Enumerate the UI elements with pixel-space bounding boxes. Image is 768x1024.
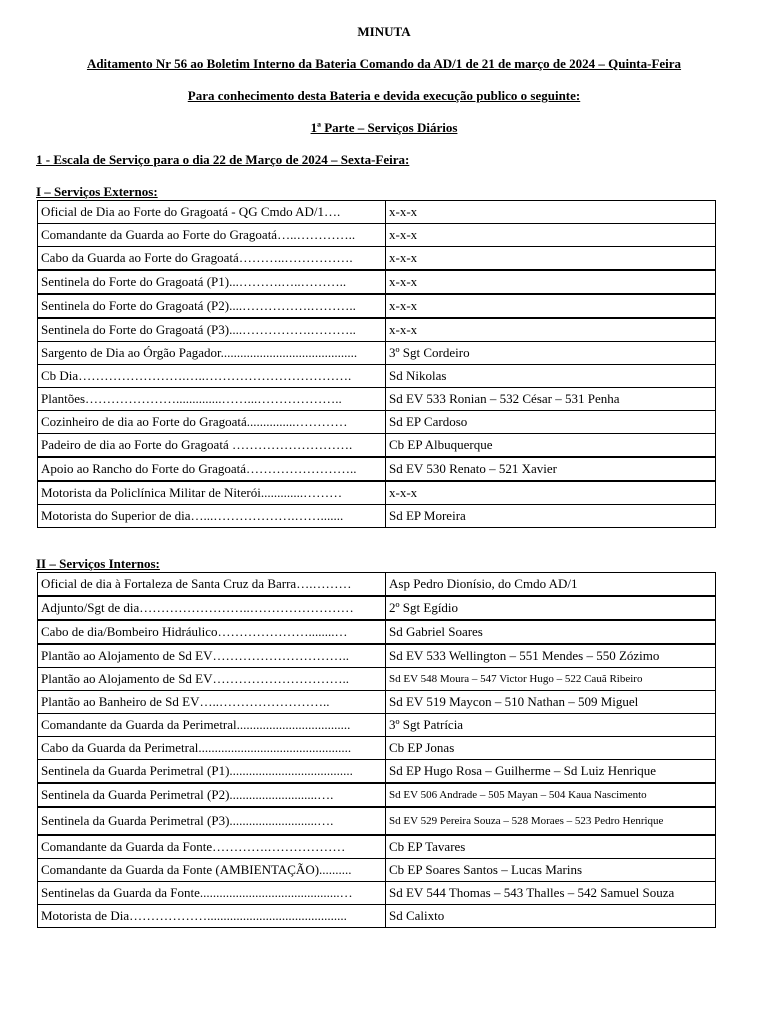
assignee-cell: Sd Nikolas (386, 365, 716, 388)
assignee-cell: Sd EP Moreira (386, 505, 716, 528)
assignee-cell: Sd EV 530 Renato – 521 Xavier (386, 457, 716, 481)
aditamento-heading: Aditamento Nr 56 ao Boletim Interno da Bateria Comando da AD/1 de 21 de março de 2024 – Quinta-Feira (86, 56, 682, 71)
assignee-cell: 2º Sgt Egídio (386, 596, 716, 620)
table-row (38, 905, 716, 928)
table-row (38, 247, 716, 271)
document-title: MINUTA (357, 24, 411, 39)
table-row (38, 783, 716, 807)
table-row (38, 760, 716, 784)
duty-cell: Adjunto/Sgt de dia……………………..…………………… (38, 596, 386, 620)
table-row (38, 505, 716, 528)
assignee-cell: Sd EV 533 Ronian – 532 César – 531 Penha (386, 388, 716, 411)
table-row (38, 691, 716, 714)
duty-cell: Comandante da Guarda da Fonte………….……………… (38, 835, 386, 859)
assignee-cell: Cb EP Jonas (386, 737, 716, 760)
table-row (38, 411, 716, 434)
table-row (38, 573, 716, 597)
table-row (38, 201, 716, 224)
assignee-cell: Sd Gabriel Soares (386, 620, 716, 644)
assignee-cell: Sd EV 529 Pereira Souza – 528 Moraes – 523 Pedro Henrique (386, 807, 716, 835)
assignee-cell: Asp Pedro Dionísio, do Cmdo AD/1 (386, 573, 716, 597)
duty-cell: Comandante da Guarda ao Forte do Gragoatá…..………….. (38, 224, 386, 247)
duty-cell: Apoio ao Rancho do Forte do Gragoatá…………………….. (38, 457, 386, 481)
conhecimento-heading: Para conhecimento desta Bateria e devida execução publico o seguinte: (187, 88, 581, 103)
duty-cell: Padeiro de dia ao Forte do Gragoatá ………………………. (38, 434, 386, 458)
assignee-cell: x-x-x (386, 318, 716, 342)
assignee-cell: Sd Calixto (386, 905, 716, 928)
table-row (38, 342, 716, 365)
table-row (38, 668, 716, 691)
table-row (38, 224, 716, 247)
table-row (38, 294, 716, 318)
table-row (38, 365, 716, 388)
table-row (38, 859, 716, 882)
assignee-cell: Sd EV 533 Wellington – 551 Mendes – 550 Zózimo (386, 644, 716, 668)
duty-cell: Cabo da Guarda da Perimetral............................................... (38, 737, 386, 760)
duty-cell: Sargento de Dia ao Órgão Pagador.......................................... (38, 342, 386, 365)
table-row (38, 318, 716, 342)
table-row (38, 457, 716, 481)
assignee-cell: 3º Sgt Cordeiro (386, 342, 716, 365)
duty-cell: Sentinela da Guarda Perimetral (P1)...................................... (38, 760, 386, 784)
table-row (38, 388, 716, 411)
table-row (38, 737, 716, 760)
assignee-cell: Cb EP Tavares (386, 835, 716, 859)
table-row (38, 644, 716, 668)
duty-cell: Plantões…………………..............……...……………….. (38, 388, 386, 411)
table-row (38, 714, 716, 737)
assignee-cell: Sd EV 544 Thomas – 543 Thalles – 542 Samuel Souza (386, 882, 716, 905)
assignee-cell: x-x-x (386, 481, 716, 505)
table-row (38, 270, 716, 294)
assignee-cell: Sd EV 548 Moura – 547 Victor Hugo – 522 Cauã Ribeiro (386, 668, 716, 691)
assignee-cell: x-x-x (386, 247, 716, 271)
duty-cell: Motorista da Policlínica Militar de Niterói.............……… (38, 481, 386, 505)
externos-table (37, 200, 716, 528)
internos-heading: II – Serviços Internos: (36, 556, 160, 571)
assignee-cell: x-x-x (386, 224, 716, 247)
duty-cell: Comandante da Guarda da Perimetral................................... (38, 714, 386, 737)
parte-heading: 1ª Parte – Serviços Diários (310, 120, 458, 135)
table-row (38, 620, 716, 644)
duty-cell: Oficial de dia à Fortaleza de Santa Cruz da Barra….……… (38, 573, 386, 597)
assignee-cell: 3º Sgt Patrícia (386, 714, 716, 737)
table-row (38, 434, 716, 458)
assignee-cell: Sd EP Cardoso (386, 411, 716, 434)
assignee-cell: x-x-x (386, 201, 716, 224)
assignee-cell: Cb EP Albuquerque (386, 434, 716, 458)
assignee-cell: Sd EP Hugo Rosa – Guilherme – Sd Luiz Henrique (386, 760, 716, 784)
duty-cell: Sentinela do Forte do Gragoatá (P2)....…………….……….. (38, 294, 386, 318)
duty-cell: Oficial de Dia ao Forte do Gragoatá - QG Cmdo AD/1…. (38, 201, 386, 224)
duty-cell: Plantão ao Banheiro de Sd EV…..…………………….. (38, 691, 386, 714)
assignee-cell: Sd EV 519 Maycon – 510 Nathan – 509 Miguel (386, 691, 716, 714)
assignee-cell: Cb EP Soares Santos – Lucas Marins (386, 859, 716, 882)
externos-heading: I – Serviços Externos: (36, 184, 158, 199)
duty-cell: Sentinela da Guarda Perimetral (P2)...........................…. (38, 783, 386, 807)
duty-cell: Motorista de Dia………………........................................... (38, 905, 386, 928)
duty-cell: Sentinela do Forte do Gragoatá (P1)...……….…..……….. (38, 270, 386, 294)
duty-cell: Plantão ao Alojamento de Sd EV………………………….. (38, 644, 386, 668)
table-row (38, 835, 716, 859)
duty-cell: Plantão ao Alojamento de Sd EV………………………….. (38, 668, 386, 691)
assignee-cell: x-x-x (386, 270, 716, 294)
duty-cell: Cozinheiro de dia ao Forte do Gragoatá...............………… (38, 411, 386, 434)
table-row (38, 481, 716, 505)
table-row (38, 882, 716, 905)
internos-table (37, 572, 716, 928)
duty-cell: Comandante da Guarda da Fonte (AMBIENTAÇÃO).......... (38, 859, 386, 882)
escala-heading: 1 - Escala de Serviço para o dia 22 de Março de 2024 – Sexta-Feira: (36, 152, 410, 167)
duty-cell: Motorista do Superior de dia…...……………….……....... (38, 505, 386, 528)
assignee-cell: x-x-x (386, 294, 716, 318)
duty-cell: Cabo de dia/Bombeiro Hidráulico…………………........… (38, 620, 386, 644)
duty-cell: Sentinela do Forte do Gragoatá (P3)....…………….……….. (38, 318, 386, 342)
duty-cell: Cb Dia…………………….…..……………………………. (38, 365, 386, 388)
assignee-cell: Sd EV 506 Andrade – 505 Mayan – 504 Kaua Nascimento (386, 783, 716, 807)
duty-cell: Sentinela da Guarda Perimetral (P3)...........................…. (38, 807, 386, 835)
table-row (38, 807, 716, 835)
duty-cell: Cabo da Guarda ao Forte do Gragoatá………..……………. (38, 247, 386, 271)
table-row (38, 596, 716, 620)
duty-cell: Sentinelas da Guarda da Fonte...........................................… (38, 882, 386, 905)
